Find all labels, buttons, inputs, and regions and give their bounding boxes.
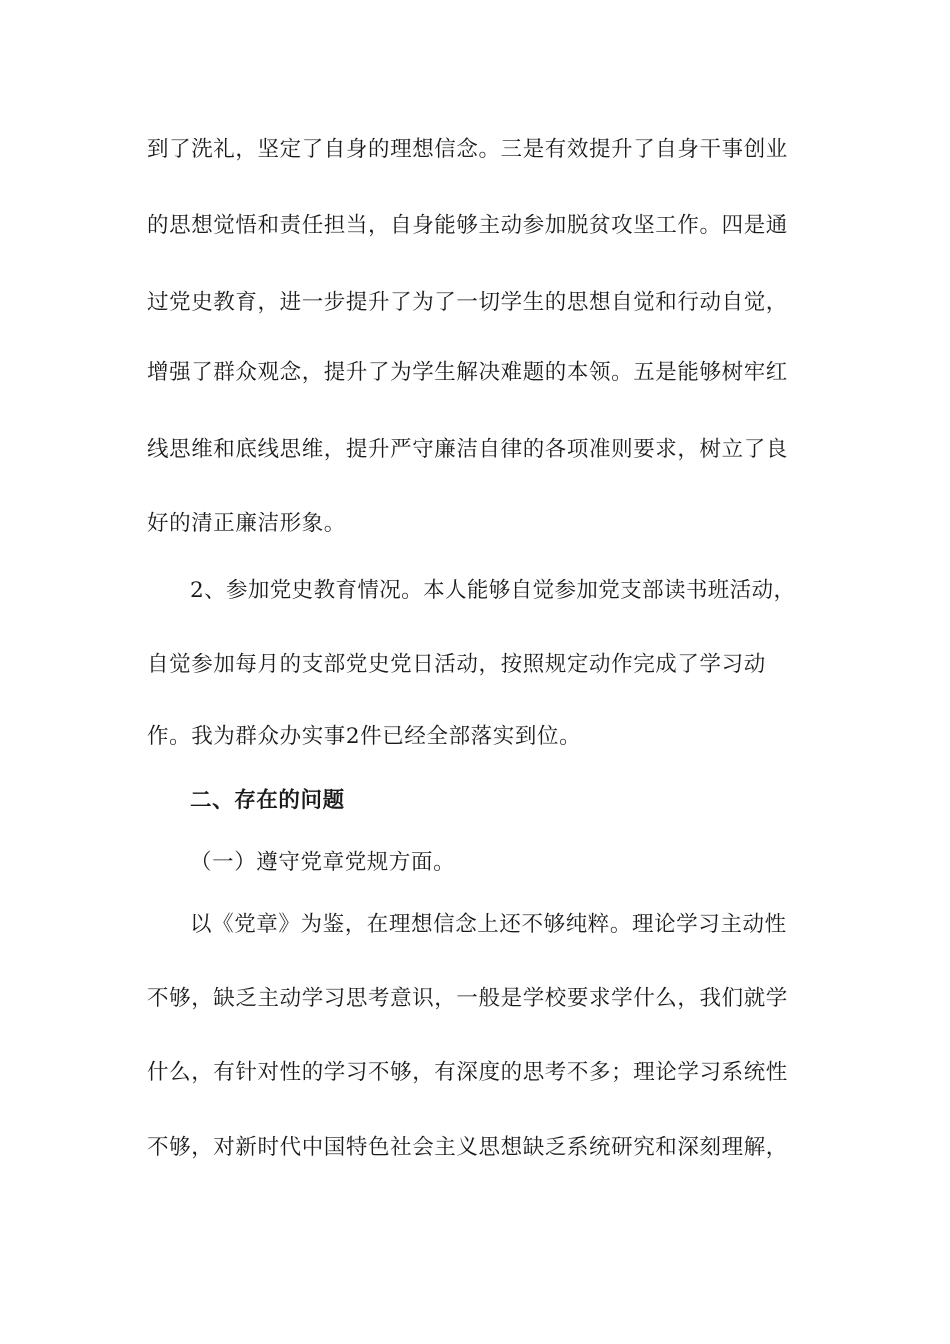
- subsection-heading: （一）遵守党章党规方面。: [190, 850, 456, 875]
- section-heading: 二、存在的问题: [190, 788, 345, 813]
- paragraph-line: 什么，有针对性的学习不够，有深度的思考不多；理论学习系统性: [147, 1060, 788, 1085]
- paragraph-line: 增强了群众观念，提升了为学生解决难题的本领。五是能够树牢红: [147, 360, 788, 385]
- paragraph-line: 过党史教育，进一步提升了为了一切学生的思想自觉和行动自觉，: [147, 290, 788, 315]
- paragraph-line: 的思想觉悟和责任担当，自身能够主动参加脱贫攻坚工作。四是通: [147, 213, 788, 238]
- paragraph-line: 不够，缺乏主动学习思考意识，一般是学校要求学什么，我们就学: [147, 986, 788, 1011]
- paragraph-line: 到了洗礼，坚定了自身的理想信念。三是有效提升了自身干事创业: [147, 137, 788, 162]
- paragraph-line: 作。我为群众办实事2件已经全部落实到位。: [147, 724, 582, 749]
- paragraph-line: 以《党章》为鉴，在理想信念上还不够纯粹。理论学习主动性: [190, 912, 787, 937]
- paragraph-line: 线思维和底线思维，提升严守廉洁自律的各项准则要求，树立了良: [147, 437, 788, 462]
- paragraph-line: 好的清正廉洁形象。: [147, 511, 346, 536]
- paragraph-line: 2、参加党史教育情况。本人能够自觉参加党支部读书班活动，: [190, 578, 796, 603]
- paragraph-line: 不够，对新时代中国特色社会主义思想缺乏系统研究和深刻理解，: [147, 1135, 788, 1160]
- paragraph-line: 自觉参加每月的支部党史党日活动，按照规定动作完成了学习动: [147, 652, 766, 677]
